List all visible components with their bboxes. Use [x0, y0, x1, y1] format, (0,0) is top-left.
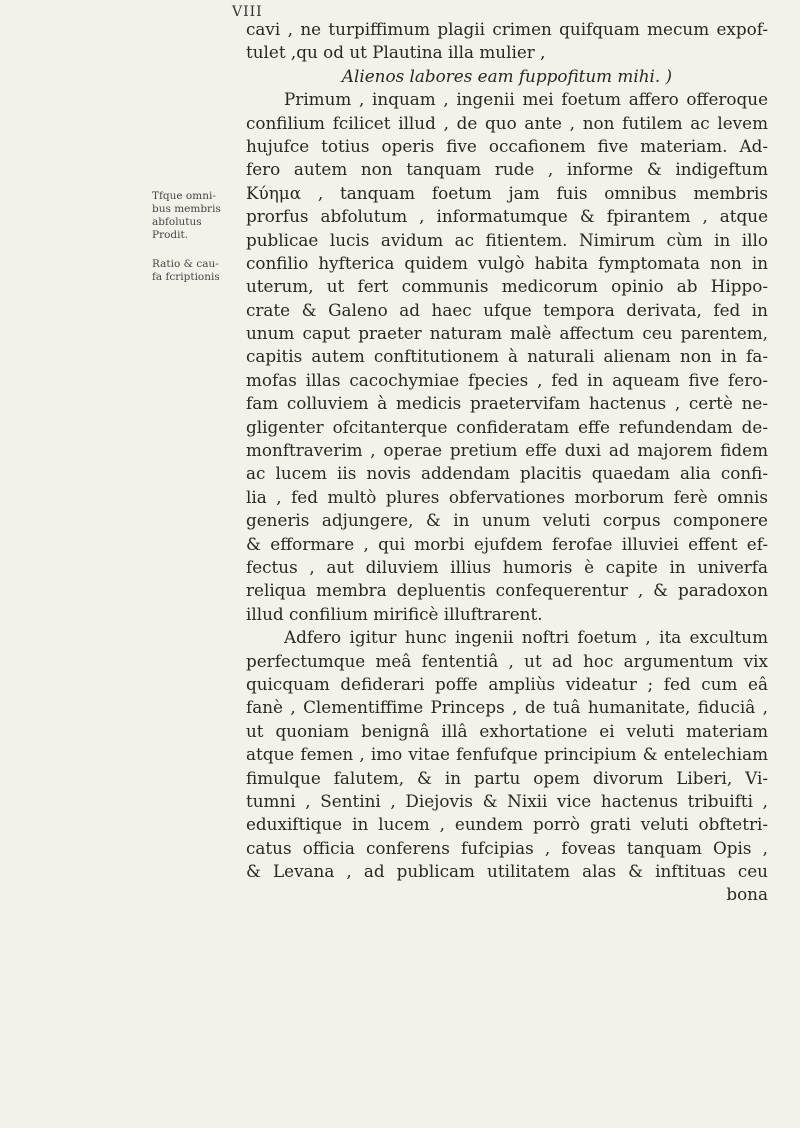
text-line: catus officia conferens fufcipias , foveas tanquam Opis ,	[246, 837, 768, 858]
margin-note-line: bus membris	[152, 203, 221, 215]
text-line: fanè , Clementiffime Princeps , de tuâ humanitate, fiduciâ ,	[246, 697, 768, 718]
text-line: quicquam defiderari poffe ampliùs videatur ; fed cum eâ	[246, 673, 768, 694]
text-line: confilio hyfterica quidem vulgò habita fymptomata non in	[246, 252, 768, 273]
text-line: Adfero igitur hunc ingenii noftri foetum , ita excultum	[284, 627, 768, 648]
text-line: cavi , ne turpiffimum plagii crimen quifquam mecum expof-	[246, 19, 768, 39]
margin-note-line: fa fcriptionis	[152, 271, 220, 283]
margin-note-line: Tfque omni-	[152, 190, 216, 202]
catchword: bona	[726, 884, 768, 905]
margin-note-line: abfolutus	[152, 216, 202, 228]
margin-note-2	[152, 258, 242, 284]
text-line: uterum, ut fert communis medicorum opinio ab Hippo-	[246, 276, 768, 297]
text-line: capitis autem conftitutionem à naturali alienam non in fa-	[246, 346, 768, 367]
text-line: illud confilium mirificè illuftrarent.	[246, 603, 543, 624]
text-line: mofas illas cacochymiae fpecies , fed in aqueam five fero-	[246, 369, 768, 390]
text-line: tulet ,qu od ut Plautina illa mulier ,	[246, 42, 546, 63]
margin-note-line: Prodit.	[152, 229, 189, 241]
text-line: eduxiftique in lucem , eundem porrò grati veluti obftetri-	[246, 814, 768, 835]
text-line: lia , fed multò plures obfervationes morborum ferè omnis	[246, 486, 768, 507]
text-line: Κύημα , tanquam foetum jam fuis omnibus membris	[246, 182, 768, 203]
text-line: atque femen , imo vitae fenfufque principium & entelechiam	[246, 744, 768, 765]
text-line: prorfus abfolutum , informatumque & fpirantem , atque	[246, 206, 768, 227]
text-line: fero autem non tanquam rude , informe & indigeftum	[246, 159, 768, 180]
text-line: monftraverim , operae pretium effe duxi ad majorem fidem	[246, 440, 768, 461]
text-line: reliqua membra depluentis confequerentur , & paradoxon	[246, 580, 768, 601]
text-line: publicae lucis avidum ac fitientem. Nimirum cùm in illo	[246, 229, 768, 250]
page-number: VIII	[232, 4, 263, 20]
text-line: confilium fcilicet illud , de quo ante , non futilem ac levem	[246, 112, 768, 133]
text-line: ut quoniam benignâ illâ exhortatione ei veluti materiam	[246, 720, 768, 741]
text-line: hujufce totius operis five occafionem five materiam. Ad-	[246, 135, 768, 156]
margin-note-1	[152, 190, 242, 242]
quotation-line: Alienos labores eam fuppofitum mihi. )	[341, 65, 673, 86]
margin-note-line: Ratio & cau-	[152, 258, 219, 270]
text-line: gligenter ofcitanterque confideratam effe refundendam de-	[246, 416, 768, 437]
text-line: perfectumque meâ fententiâ , ut ad hoc argumentum vix	[246, 650, 768, 671]
text-line: & efformare , qui morbi ejufdem ferofae illuviei effent ef-	[246, 533, 768, 554]
text-line: generis adjungere, & in unum veluti corpus componere	[246, 510, 768, 531]
text-line: & Levana , ad publicam utilitatem alas & inftituas ceu	[246, 861, 768, 882]
text-line: crate & Galeno ad haec ufque tempora derivata, fed in	[246, 299, 768, 320]
text-line: fectus , aut diluviem illius humoris è capite in univerfa	[246, 556, 768, 577]
text-line: Primum , inquam , ingenii mei foetum affero offeroque	[284, 89, 768, 110]
text-line: unum caput praeter naturam malè affectum ceu parentem,	[246, 323, 768, 344]
body-text	[246, 18, 768, 907]
text-line: ac lucem iis novis addendam placitis quaedam alia confi-	[246, 463, 768, 484]
text-line: fam colluviem à medicis praetervifam hactenus , certè ne-	[246, 393, 768, 414]
text-line: tumni , Sentini , Diejovis & Nixii vice hactenus tribuifti ,	[246, 790, 768, 811]
text-line: fimulque falutem, & in partu opem divorum Liberi, Vi-	[246, 767, 768, 788]
